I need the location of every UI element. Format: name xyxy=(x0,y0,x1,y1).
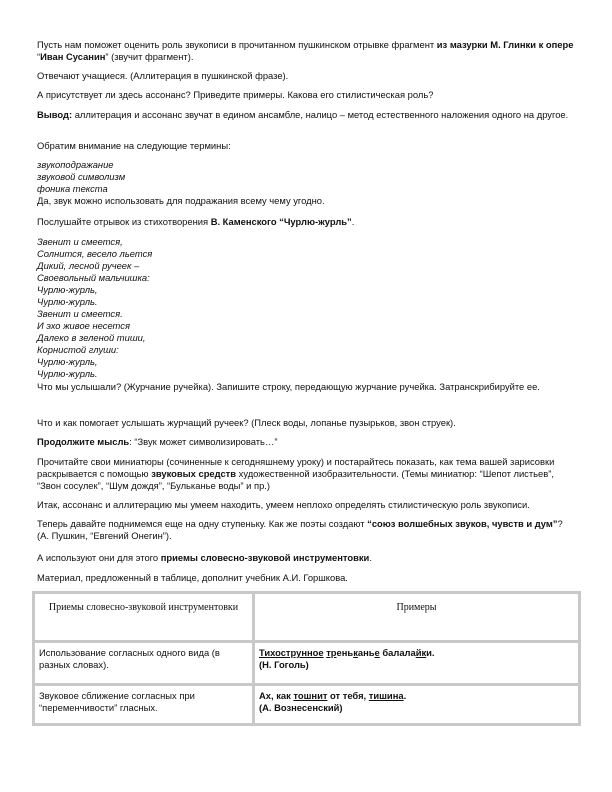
underlined-word: к xyxy=(353,647,358,658)
example-fragment: и. xyxy=(426,647,435,658)
example-fragment: от тебя, xyxy=(327,690,369,701)
poem-line: Дикий, лесной ручеек – xyxy=(37,260,140,271)
paragraph-text: ? (А. Пушкин, “Евгений Онегин”). xyxy=(37,518,563,541)
paragraph-miniatures xyxy=(37,456,577,492)
bold-text: В. Каменского “Чурлю-журль” xyxy=(210,216,352,227)
poem-line: Чурлю-журль. xyxy=(37,368,98,379)
paragraph-assonance-question: А присутствует ли здесь ассонанс? Приведите примеры. Какова его стилистическая роль? xyxy=(37,89,434,100)
table-row xyxy=(34,685,580,725)
example-fragment: ань xyxy=(357,647,375,658)
poem-line: Чурлю-журль, xyxy=(37,284,98,295)
paragraph-kamensky xyxy=(37,216,577,228)
poem-line: Корнистой глуши: xyxy=(37,344,119,355)
paragraph-text: “ xyxy=(37,51,41,62)
example-text xyxy=(259,647,435,658)
example-fragment: Ах, как xyxy=(259,690,294,701)
table-header-row xyxy=(34,593,580,642)
table-cell-technique: Звуковое сближение согласных при “переменчивости” гласных. xyxy=(34,685,254,725)
paragraph-text: . xyxy=(351,216,355,227)
bold-text: приемы словесно-звуковой инструментовки xyxy=(160,552,370,563)
poem-line: Звенит и смеется. xyxy=(37,308,123,319)
paragraph-gorshkov: Материал, предложенный в таблице, дополнит учебник А.И. Горшкова. xyxy=(37,572,348,583)
underlined-word: тр xyxy=(326,647,337,658)
poem-line: Далеко в зеленой тиши, xyxy=(37,332,146,343)
term-item: звукоподражание xyxy=(37,159,114,170)
bold-text: Иван Сусанин xyxy=(40,51,106,62)
underlined-word: Тихострунное xyxy=(259,647,324,658)
table-cell-example xyxy=(254,642,580,685)
example-fragment: ень xyxy=(336,647,354,658)
example-author: (А. Вознесенский) xyxy=(259,702,343,713)
table-cell-technique: Использование согласных одного вида (в разных словах). xyxy=(34,642,254,685)
bold-text: “союз волшебных звуков, чувств и дум” xyxy=(367,518,558,529)
poem-line: Звенит и смеется, xyxy=(37,236,123,247)
paragraph-techniques xyxy=(37,552,577,564)
paragraph-what-helps: Что и как помогает услышать журчащий ручеек? (Плеск воды, лопанье пузырьков, звон струек). xyxy=(37,417,456,428)
bold-text: Вывод: xyxy=(37,109,73,120)
table-header-cell: Приемы словесно-звуковой инструментовки xyxy=(34,593,254,642)
term-item: фоника текста xyxy=(37,183,108,194)
paragraph-sound-imitation: Да, звук можно использовать для подражания всему чему угодно. xyxy=(37,195,325,206)
poem-line: И эхо живое несется xyxy=(37,320,130,331)
paragraph-next-step xyxy=(37,518,577,542)
techniques-table xyxy=(32,591,581,726)
table-header-cell: Примеры xyxy=(254,593,580,642)
underlined-word: е xyxy=(374,647,380,658)
paragraph-text: художественной изобразительности. (Темы миниатюр: “Шепот листьев”, “Звон сосулек”, “Шум дождя”, “Бульканье воды” и пр.) xyxy=(37,468,554,491)
example-fragment: балала xyxy=(379,647,416,658)
paragraph-glinka xyxy=(37,39,577,63)
terms-list xyxy=(37,159,577,207)
underlined-word: тишина xyxy=(368,690,404,701)
paragraph-text: Пусть нам поможет оценить роль звукописи в прочитанном пушкинском отрывке фрагмент xyxy=(37,39,437,50)
paragraph-terms-intro: Обратим внимание на следующие термины: xyxy=(37,140,231,151)
paragraph-conclusion xyxy=(37,109,577,121)
paragraph-summary: Итак, ассонанс и аллитерацию мы умеем находить, умеем неплохо определять стилистическую роль звукописи. xyxy=(37,499,530,510)
underlined-word: йк xyxy=(415,647,427,658)
underlined-word: тошнит xyxy=(293,690,328,701)
paragraph-text: ” (звучит фрагмент). xyxy=(105,51,194,62)
paragraph-text: аллитерация и ассонанс звучат в едином ансамбле, налицо – метод естественного наложения одного на другое. xyxy=(72,109,569,120)
example-author: (Н. Гоголь) xyxy=(259,659,309,670)
bold-text: звуковых средств xyxy=(151,468,237,479)
paragraph-text: . xyxy=(369,552,372,563)
poem-line: Чурлю-журль, xyxy=(37,356,98,367)
table-row xyxy=(34,642,580,685)
bold-text: Продолжите мысль xyxy=(37,436,130,447)
poem-line: Солнится, весело льется xyxy=(37,248,153,259)
paragraph-text: А используют они для этого xyxy=(37,552,161,563)
term-item: звуковой символизм xyxy=(37,171,126,182)
bold-text: из мазурки М. Глинки к опере xyxy=(436,39,574,50)
paragraph-continue-thought xyxy=(37,436,577,448)
poem-line: Чурлю-журль. xyxy=(37,296,98,307)
paragraph-text: : “Звук может символизировать…” xyxy=(129,436,278,447)
paragraph-text: Послушайте отрывок из стихотворения xyxy=(37,216,211,227)
poem-line: Своевольный мальчишка: xyxy=(37,272,150,283)
paragraph-answer: Отвечают учащиеся. (Аллитерация в пушкинской фразе). xyxy=(37,70,289,81)
example-text xyxy=(259,690,406,701)
example-fragment: . xyxy=(403,690,407,701)
paragraph-what-heard: Что мы услышали? (Журчание ручейка). Запишите строку, передающую журчание ручейка. Затранскрибируйте ее. xyxy=(37,381,540,392)
paragraph-text: Теперь давайте поднимемся еще на одну ступеньку. Как же поэты создают xyxy=(37,518,368,529)
paragraph-text: Прочитайте свои миниатюры (сочиненные к сегодняшнему уроку) и постарайтесь показать, как тема вашей зарисовки раскрывается с помощью xyxy=(37,456,555,479)
table-cell-example xyxy=(254,685,580,725)
poem xyxy=(37,236,577,380)
